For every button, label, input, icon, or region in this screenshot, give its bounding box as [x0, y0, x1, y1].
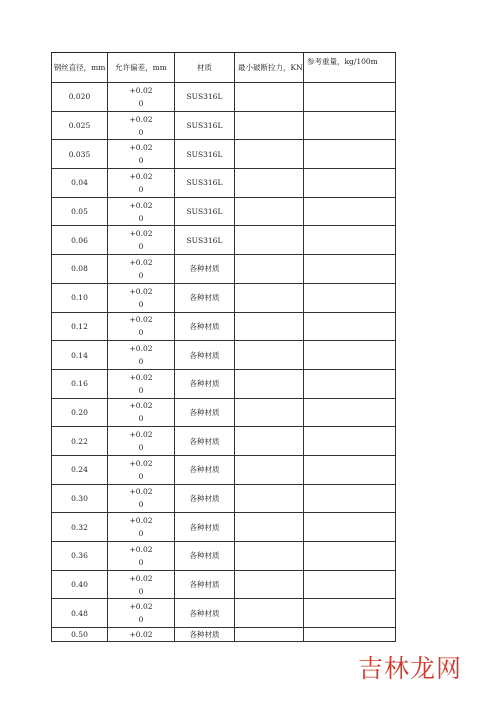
- cell-diameter: 0.025: [52, 111, 108, 140]
- cell-min-breaking-force: [235, 111, 304, 140]
- tolerance-plus: +0.02: [129, 401, 153, 411]
- tolerance-plus: +0.02: [129, 200, 153, 210]
- header-tolerance: 允许偏差，mm: [108, 53, 175, 83]
- cell-reference-weight: [304, 111, 396, 140]
- table-row: [52, 369, 396, 398]
- cell-tolerance: [108, 312, 175, 341]
- cell-diameter: 0.50: [52, 628, 108, 642]
- tolerance-minus: 0: [138, 557, 144, 567]
- tolerance-minus: 0: [138, 385, 144, 395]
- cell-min-breaking-force: [235, 628, 304, 642]
- cell-min-breaking-force: [235, 140, 304, 169]
- table-row: [52, 484, 396, 513]
- watermark-logo: 吉林龙网: [357, 654, 462, 683]
- tolerance-plus: +0.02: [129, 85, 153, 95]
- header-diameter: 钢丝直径，mm: [52, 53, 108, 83]
- cell-reference-weight: [304, 455, 396, 484]
- cell-min-breaking-force: [235, 570, 304, 599]
- table-row: [52, 398, 396, 427]
- header-min-breaking-force: 最小破断拉力，KN: [235, 53, 304, 83]
- cell-reference-weight: [304, 542, 396, 571]
- tolerance-plus: +0.02: [129, 630, 153, 640]
- cell-tolerance: [108, 341, 175, 370]
- wire-spec-table: [51, 52, 396, 642]
- tolerance-plus: +0.02: [129, 143, 153, 153]
- tolerance-minus: 0: [138, 184, 144, 194]
- cell-diameter: 0.24: [52, 455, 108, 484]
- cell-reference-weight: [304, 369, 396, 398]
- cell-min-breaking-force: [235, 427, 304, 456]
- tolerance-minus: 0: [138, 270, 144, 280]
- cell-diameter: 0.48: [52, 599, 108, 628]
- cell-reference-weight: [304, 255, 396, 284]
- tolerance-minus: 0: [138, 443, 144, 453]
- cell-reference-weight: [304, 427, 396, 456]
- cell-tolerance: [108, 599, 175, 628]
- tolerance-minus: 0: [138, 615, 144, 625]
- tolerance-plus: +0.02: [129, 114, 153, 124]
- tolerance-minus: 0: [138, 500, 144, 510]
- cell-tolerance: [108, 628, 175, 642]
- table-row: [52, 140, 396, 169]
- table-row: [52, 255, 396, 284]
- tolerance-plus: +0.02: [129, 286, 153, 296]
- cell-tolerance: [108, 513, 175, 542]
- cell-reference-weight: [304, 341, 396, 370]
- cell-diameter: 0.22: [52, 427, 108, 456]
- cell-tolerance: [108, 169, 175, 198]
- tolerance-minus: 0: [138, 98, 144, 108]
- cell-tolerance: [108, 111, 175, 140]
- table-header-row: [52, 53, 396, 83]
- cell-material: SUS316L: [175, 169, 235, 198]
- cell-reference-weight: [304, 83, 396, 112]
- cell-reference-weight: [304, 169, 396, 198]
- cell-min-breaking-force: [235, 169, 304, 198]
- cell-material: SUS316L: [175, 111, 235, 140]
- cell-material: 各种材质: [175, 628, 235, 642]
- tolerance-minus: 0: [138, 586, 144, 596]
- cell-tolerance: [108, 455, 175, 484]
- cell-material: 各种材质: [175, 484, 235, 513]
- cell-material: 各种材质: [175, 570, 235, 599]
- cell-tolerance: [108, 484, 175, 513]
- cell-tolerance: [108, 197, 175, 226]
- cell-reference-weight: [304, 513, 396, 542]
- tolerance-plus: +0.02: [129, 372, 153, 382]
- cell-diameter: 0.05: [52, 197, 108, 226]
- table-row: [52, 197, 396, 226]
- cell-reference-weight: [304, 570, 396, 599]
- cell-reference-weight: [304, 283, 396, 312]
- cell-material: 各种材质: [175, 341, 235, 370]
- table-row: [52, 341, 396, 370]
- cell-tolerance: [108, 83, 175, 112]
- table-row: [52, 427, 396, 456]
- table-row: [52, 312, 396, 341]
- cell-reference-weight: [304, 628, 396, 642]
- cell-diameter: 0.020: [52, 83, 108, 112]
- tolerance-plus: +0.02: [129, 516, 153, 526]
- cell-diameter: 0.40: [52, 570, 108, 599]
- cell-material: SUS316L: [175, 140, 235, 169]
- cell-diameter: 0.16: [52, 369, 108, 398]
- cell-tolerance: [108, 570, 175, 599]
- spec-sheet: [51, 52, 395, 642]
- cell-min-breaking-force: [235, 542, 304, 571]
- cell-diameter: 0.20: [52, 398, 108, 427]
- cell-tolerance: [108, 398, 175, 427]
- cell-material: 各种材质: [175, 312, 235, 341]
- tolerance-plus: +0.02: [129, 487, 153, 497]
- tolerance-minus: 0: [138, 213, 144, 223]
- cell-reference-weight: [304, 312, 396, 341]
- cell-min-breaking-force: [235, 341, 304, 370]
- tolerance-minus: 0: [138, 357, 144, 367]
- tolerance-plus: +0.02: [129, 458, 153, 468]
- cell-diameter: 0.36: [52, 542, 108, 571]
- cell-material: 各种材质: [175, 599, 235, 628]
- cell-diameter: 0.32: [52, 513, 108, 542]
- cell-min-breaking-force: [235, 312, 304, 341]
- table-body: [52, 83, 396, 642]
- cell-material: 各种材质: [175, 398, 235, 427]
- table-row: [52, 542, 396, 571]
- cell-reference-weight: [304, 197, 396, 226]
- cell-diameter: 0.10: [52, 283, 108, 312]
- table-row: [52, 513, 396, 542]
- table-row: [52, 226, 396, 255]
- cell-material: SUS316L: [175, 226, 235, 255]
- tolerance-minus: 0: [138, 299, 144, 309]
- tolerance-minus: 0: [138, 414, 144, 424]
- cell-material: 各种材质: [175, 369, 235, 398]
- table-row: [52, 169, 396, 198]
- table-row: [52, 455, 396, 484]
- cell-diameter: 0.035: [52, 140, 108, 169]
- cell-material: SUS316L: [175, 83, 235, 112]
- cell-material: 各种材质: [175, 255, 235, 284]
- tolerance-plus: +0.02: [129, 430, 153, 440]
- cell-tolerance: [108, 369, 175, 398]
- tolerance-plus: +0.02: [129, 544, 153, 554]
- tolerance-minus: 0: [138, 242, 144, 252]
- tolerance-plus: +0.02: [129, 602, 153, 612]
- cell-reference-weight: [304, 140, 396, 169]
- cell-diameter: 0.08: [52, 255, 108, 284]
- table-row: [52, 83, 396, 112]
- cell-min-breaking-force: [235, 398, 304, 427]
- table-row: [52, 599, 396, 628]
- table-row: [52, 283, 396, 312]
- cell-material: 各种材质: [175, 513, 235, 542]
- cell-reference-weight: [304, 226, 396, 255]
- cell-tolerance: [108, 140, 175, 169]
- tolerance-plus: +0.02: [129, 257, 153, 267]
- cell-min-breaking-force: [235, 484, 304, 513]
- tolerance-minus: 0: [138, 529, 144, 539]
- cell-material: SUS316L: [175, 197, 235, 226]
- cell-min-breaking-force: [235, 513, 304, 542]
- cell-reference-weight: [304, 599, 396, 628]
- cell-material: 各种材质: [175, 283, 235, 312]
- tolerance-plus: +0.02: [129, 315, 153, 325]
- cell-min-breaking-force: [235, 369, 304, 398]
- cell-min-breaking-force: [235, 599, 304, 628]
- table-row: [52, 111, 396, 140]
- tolerance-minus: 0: [138, 328, 144, 338]
- cell-min-breaking-force: [235, 455, 304, 484]
- tolerance-plus: +0.02: [129, 573, 153, 583]
- tolerance-plus: +0.02: [129, 171, 153, 181]
- tolerance-plus: +0.02: [129, 229, 153, 239]
- cell-material: 各种材质: [175, 455, 235, 484]
- cell-material: 各种材质: [175, 542, 235, 571]
- cell-min-breaking-force: [235, 197, 304, 226]
- header-reference-weight: 参考重量，kg/100m: [304, 53, 396, 83]
- cell-diameter: 0.14: [52, 341, 108, 370]
- cell-tolerance: [108, 226, 175, 255]
- tolerance-plus: +0.02: [129, 344, 153, 354]
- cell-min-breaking-force: [235, 226, 304, 255]
- cell-material: 各种材质: [175, 427, 235, 456]
- tolerance-minus: 0: [138, 471, 144, 481]
- cell-diameter: 0.04: [52, 169, 108, 198]
- cell-min-breaking-force: [235, 83, 304, 112]
- cell-min-breaking-force: [235, 283, 304, 312]
- tolerance-minus: 0: [138, 127, 144, 137]
- cell-reference-weight: [304, 398, 396, 427]
- tolerance-minus: 0: [138, 156, 144, 166]
- cell-min-breaking-force: [235, 255, 304, 284]
- cell-tolerance: [108, 283, 175, 312]
- cell-diameter: 0.06: [52, 226, 108, 255]
- table-row: [52, 570, 396, 599]
- cell-diameter: 0.12: [52, 312, 108, 341]
- cell-tolerance: [108, 542, 175, 571]
- cell-diameter: 0.30: [52, 484, 108, 513]
- header-material: 材质: [175, 53, 235, 83]
- cell-tolerance: [108, 427, 175, 456]
- cell-reference-weight: [304, 484, 396, 513]
- table-row: [52, 628, 396, 642]
- cell-tolerance: [108, 255, 175, 284]
